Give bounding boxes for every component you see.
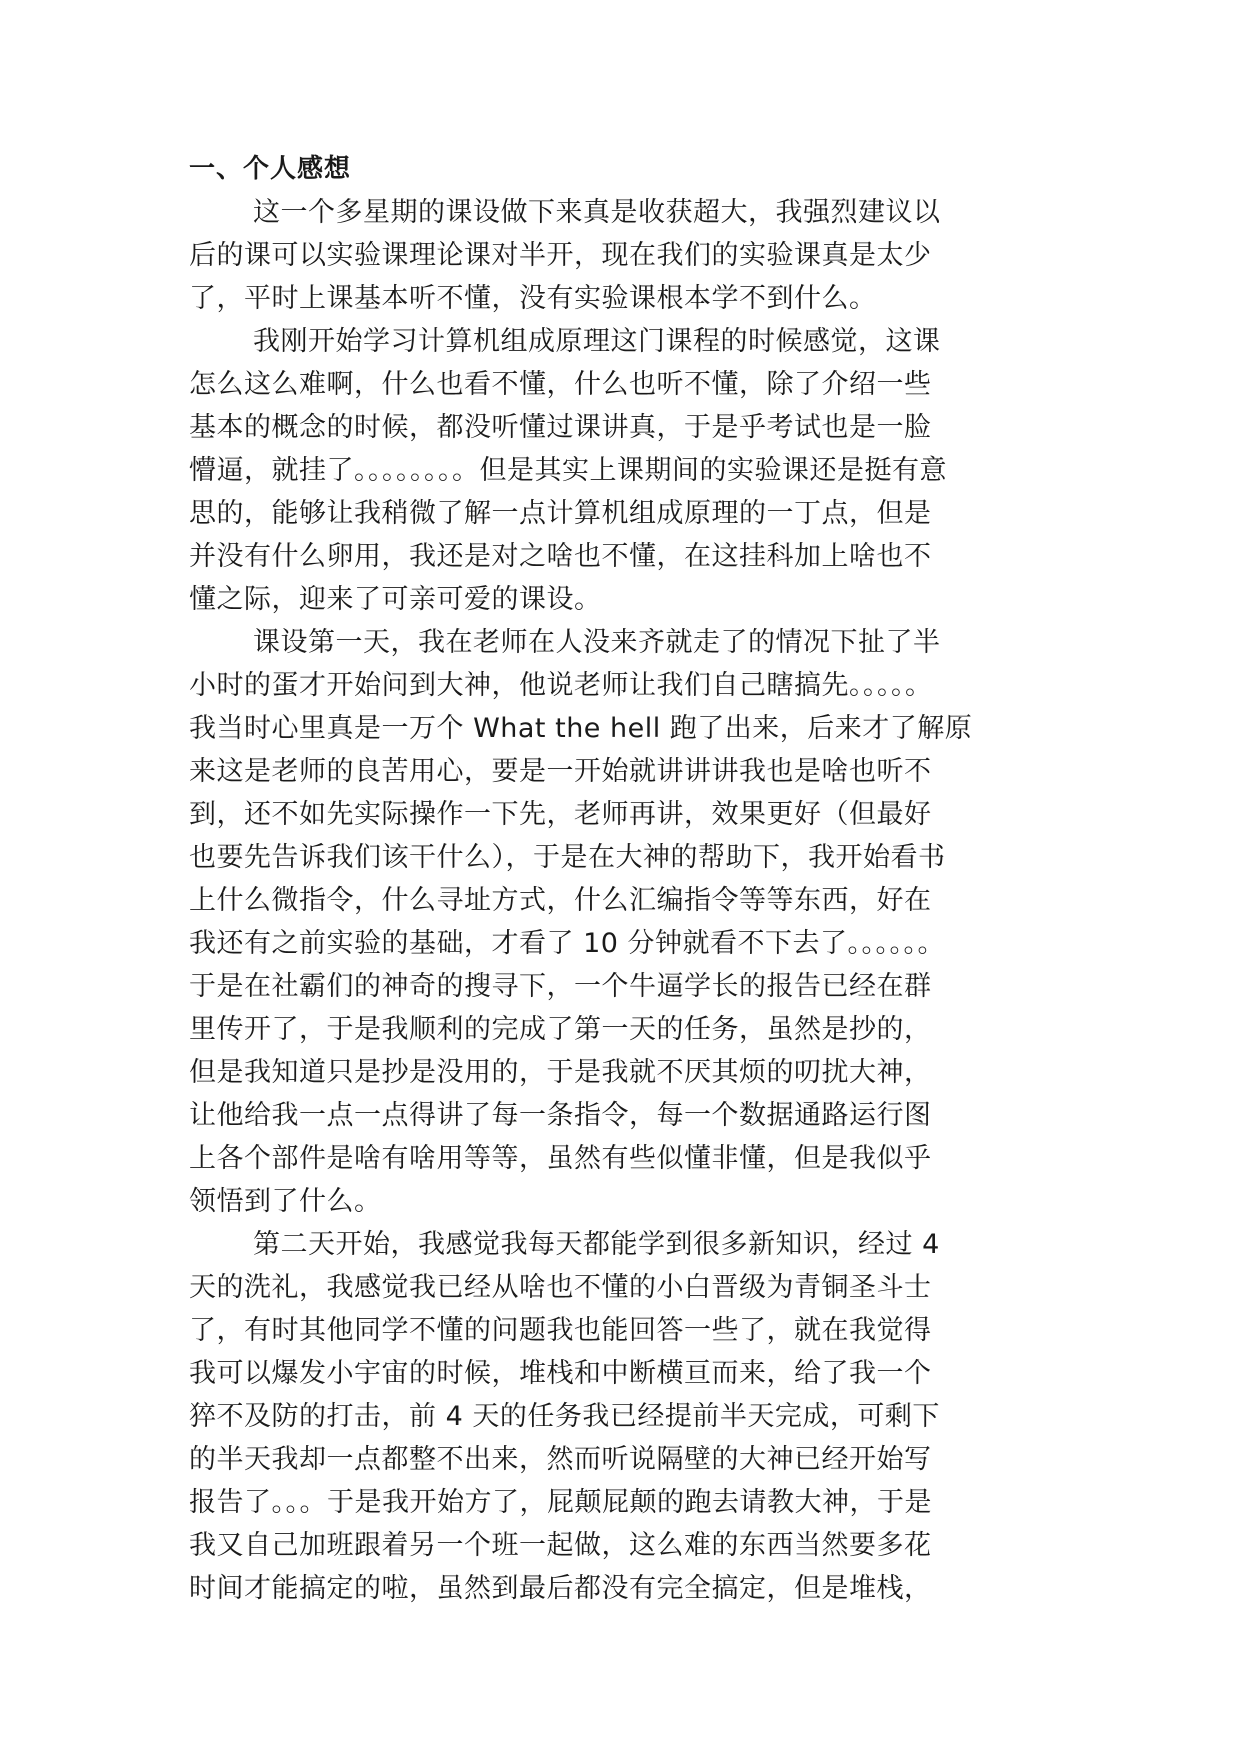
paragraph-line: 来这是老师的良苦用心，要是一开始就讲讲讲我也是啥也听不: [189, 756, 932, 787]
paragraph-line: 懂之际，迎来了可亲可爱的课设。: [189, 584, 602, 615]
paragraph-line: 我刚开始学习计算机组成原理这门课程的时候感觉，这课: [253, 326, 941, 357]
paragraph-line: 了，平时上课基本听不懂，没有实验课根本学不到什么。: [189, 283, 877, 314]
paragraph-line: 但是我知道只是抄是没用的，于是我就不厌其烦的叨扰大神，: [189, 1057, 932, 1088]
paragraph-line: 时间才能搞定的啦，虽然到最后都没有完全搞定，但是堆栈，: [189, 1573, 932, 1604]
paragraph-line: 这一个多星期的课设做下来真是收获超大，我强烈建议以: [253, 197, 941, 228]
paragraph-line: 我又自己加班跟着另一个班一起做，这么难的东西当然要多花: [189, 1530, 932, 1561]
paragraph-line: 天的洗礼，我感觉我已经从啥也不懂的小白晋级为青铜圣斗士: [189, 1272, 932, 1303]
paragraph-line: 到，还不如先实际操作一下先，老师再讲，效果更好（但最好: [189, 799, 932, 830]
paragraph-line: 我当时心里真是一万个 What the hell 跑了出来，后来才了解原: [189, 713, 973, 744]
document-body: [189, 148, 1059, 1610]
paragraph-line: 报告了。。。于是我开始方了，屁颠屁颠的跑去请教大神，于是: [189, 1487, 932, 1518]
paragraph-line: 怎么这么难啊，什么也看不懂，什么也听不懂，除了介绍一些: [189, 369, 932, 400]
paragraph-line: 基本的概念的时候，都没听懂过课讲真，于是乎考试也是一脸: [189, 412, 932, 443]
paragraph-line: 小时的蛋才开始问到大神，他说老师让我们自己瞎搞先。。。。。: [189, 670, 933, 701]
paragraph-line: 第二天开始，我感觉我每天都能学到很多新知识，经过 4: [253, 1229, 940, 1260]
paragraph-line: 让他给我一点一点得讲了每一条指令，每一个数据通路运行图: [189, 1100, 932, 1131]
paragraph-line: 了，有时其他同学不懂的问题我也能回答一些了，就在我觉得: [189, 1315, 932, 1346]
paragraph-line: 思的，能够让我稍微了解一点计算机组成原理的一丁点，但是: [189, 498, 932, 529]
section-heading: 一、个人感想: [189, 154, 352, 184]
paragraph-line: 也要先告诉我们该干什么），于是在大神的帮助下，我开始看书: [189, 842, 946, 873]
paragraph-line: 我还有之前实验的基础，才看了 10 分钟就看不下去了。。。。。。: [189, 928, 946, 959]
paragraph-line: 猝不及防的打击，前 4 天的任务我已经提前半天完成，可剩下: [189, 1401, 940, 1432]
paragraph-line: 并没有什么卵用，我还是对之啥也不懂，在这挂科加上啥也不: [189, 541, 932, 572]
paragraph-line: 上什么微指令，什么寻址方式，什么汇编指令等等东西，好在: [189, 885, 932, 916]
paragraph-line: 上各个部件是啥有啥用等等，虽然有些似懂非懂，但是我似乎: [189, 1143, 932, 1174]
paragraph-line: 我可以爆发小宇宙的时候，堆栈和中断横亘而来，给了我一个: [189, 1358, 932, 1389]
paragraph-line: 课设第一天，我在老师在人没来齐就走了的情况下扯了半: [253, 627, 941, 658]
paragraph-line: 后的课可以实验课理论课对半开，现在我们的实验课真是太少: [189, 240, 932, 271]
paragraph-line: 的半天我却一点都整不出来，然而听说隔壁的大神已经开始写: [189, 1444, 932, 1475]
paragraph-line: 于是在社霸们的神奇的搜寻下，一个牛逼学长的报告已经在群: [189, 971, 932, 1002]
paragraph-line: 里传开了，于是我顺利的完成了第一天的任务，虽然是抄的，: [189, 1014, 932, 1045]
paragraph-line: 懵逼，就挂了。。。。。。。。但是其实上课期间的实验课还是挺有意: [189, 455, 947, 486]
paragraph-line: 领悟到了什么。: [189, 1186, 382, 1217]
